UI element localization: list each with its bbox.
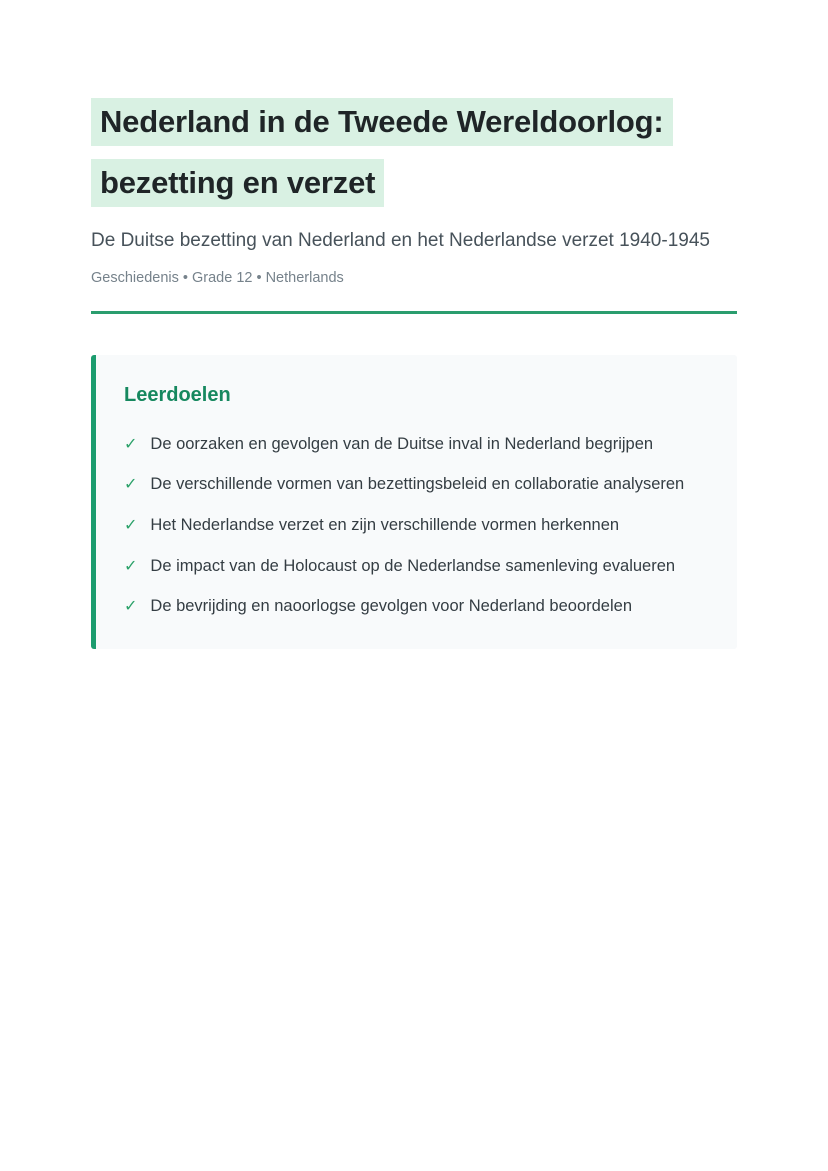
check-icon: ✓ xyxy=(124,516,138,534)
objective-label: Het Nederlandse verzet en zijn verschillende vormen herkennen xyxy=(150,515,620,534)
page-subtitle: De Duitse bezetting van Nederland en het Nederlandse verzet 1940-1945 xyxy=(91,230,710,251)
objective-item xyxy=(124,474,707,495)
objectives-heading: Leerdoelen xyxy=(124,383,231,406)
page-title xyxy=(91,98,737,207)
check-icon: ✓ xyxy=(124,557,138,575)
check-icon: ✓ xyxy=(124,476,138,494)
objective-label: De verschillende vormen van bezettingsbeleid en collaboratie analyseren xyxy=(150,475,685,494)
objective-label: De impact van de Holocaust op de Nederlandse samenleving evalueren xyxy=(150,556,676,575)
objective-item xyxy=(124,434,707,455)
check-icon: ✓ xyxy=(124,598,138,616)
learning-objectives-card xyxy=(91,355,737,649)
course-meta: Geschiedenis • Grade 12 • Netherlands xyxy=(91,269,344,286)
objective-item xyxy=(124,556,707,577)
page-title-line-2: bezetting en verzet xyxy=(91,159,384,207)
check-icon: ✓ xyxy=(124,435,138,453)
objectives-list xyxy=(124,434,707,617)
objective-label: De bevrijding en naoorlogse gevolgen voor Nederland beoordelen xyxy=(150,597,632,616)
objective-item xyxy=(124,515,707,536)
page-title-line-1: Nederland in de Tweede Wereldoorlog: xyxy=(91,98,673,146)
section-divider xyxy=(91,311,737,314)
objective-item xyxy=(124,596,707,617)
objective-label: De oorzaken en gevolgen van de Duitse inval in Nederland begrijpen xyxy=(150,434,654,453)
